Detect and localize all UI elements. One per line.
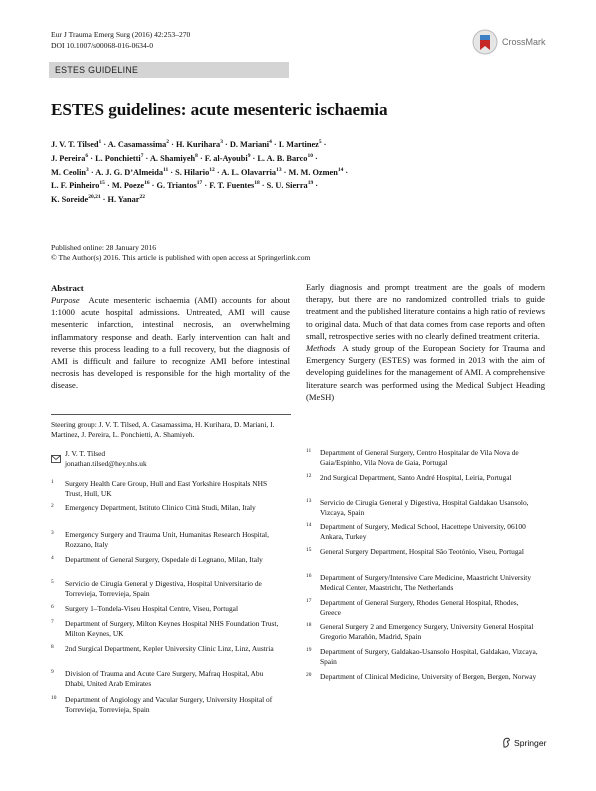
affiliation-number: 18 xyxy=(306,622,312,628)
author-name[interactable]: S. U. Sierra xyxy=(266,181,308,191)
author-list: J. V. T. Tilsed$^1$ · A. Casamassima$^2$ · H. Kurihara$^3$ · D. Mariani$^4$ · I. Martinez$^5$ · J. Pereira$^6$ · L. Ponchietti$^7$ · A. Shamiyeh$^8$ · F. al-Ayoubi$^9$ · L. A. B. Barco$^{10}$ · M. Ceolin$^3$ · A. J. G. D’Almeida$^{11}$ · S. Hilario$^{12}$ · A. L. Olavarria$^{13}$ · M. M. Ozmen$^{14}$ · L. F. Pinheiro$^{15}$ · M. Poeze$^{16}$ · G. Triantos$^{17}$ · F. T. Fuentes$^{18}$ · S. U. Sierra$^{19}$ · K. Soreide$^{20,21}$ · H. Yanar$^{22}$ xyxy=(51,139,349,205)
affiliation-text: Department of Clinical Medicine, University of Bergen, Bergen, Norway xyxy=(320,672,537,681)
author-affiliation-ref: 22 xyxy=(139,194,145,201)
author-affiliation-ref: 9 xyxy=(247,153,251,160)
author-name[interactable]: J. Pereira xyxy=(51,153,86,163)
author-name[interactable]: L. A. B. Barco xyxy=(257,153,308,163)
author-affiliation-ref: 17 xyxy=(196,180,203,187)
author-name[interactable]: J. V. T. Tilsed xyxy=(51,140,99,149)
envelope-icon xyxy=(51,450,61,460)
author-affiliation-ref: 10 xyxy=(307,153,313,160)
author-affiliation-ref: 1 xyxy=(98,139,102,146)
author-name[interactable]: M. Poeze xyxy=(111,181,145,191)
affiliation-text: Department of Angiology and Vacular Surgery, University Hospital of Torrevieja, Torrevieja, Spain xyxy=(65,695,273,715)
affiliation-text: Emergency Department, Istituto Clinico Città Studi, Milan, Italy xyxy=(65,503,256,512)
crossmark-label: CrossMark xyxy=(502,37,546,47)
affiliation-number: 13 xyxy=(306,498,312,504)
author-affiliation-ref: 3 xyxy=(86,166,89,173)
author-name[interactable]: K. Soreide xyxy=(51,195,89,205)
author-name[interactable]: D. Mariani xyxy=(229,140,270,149)
affiliation-text: Servicio de Cirugía General y Digestiva, Hospital Galdakao Usansolo, Vizcaya, Spain xyxy=(320,498,529,518)
affiliation-number: 3 xyxy=(51,530,54,536)
author-name[interactable]: A. Shamiyeh xyxy=(149,153,196,163)
author-name[interactable]: S. Hilario xyxy=(175,167,210,177)
affiliation-text: 2nd Surgical Department, Kepler University Clinic Linz, Linz, Austria xyxy=(65,644,274,653)
purpose-text: Acute mesenteric ischaemia (AMI) accounts for about 1:1000 acute hospital admissions. Untreated, AMI will cause mesenteric infarction, intestinal necrosis, an overwhelming inflammatory response and death. Early intervention can halt and reverse this process leading to a full recovery, but the diagnosis of AMI is difficult and failure to recognize AMI before intestinal necrosis has developed is responsible for the high mortality of the disease. xyxy=(51,295,290,391)
affiliation-text: Department of General Surgery, Ospedale di Legnano, Milan, Italy xyxy=(65,555,263,564)
author-affiliation-ref: 18 xyxy=(254,180,260,187)
footnote-divider xyxy=(51,414,291,415)
author-affiliation-ref: 3 xyxy=(220,139,223,146)
contact-email[interactable]: jonathan.tilsed@hey.nhs.uk xyxy=(65,459,147,468)
contact-name: J. V. T. Tilsed xyxy=(65,449,106,458)
author-name[interactable]: H. Kurihara xyxy=(175,140,221,149)
affiliation-text: Surgery Health Care Group, Hull and East Yorkshire Hospitals NHS Trust, Hull, UK xyxy=(65,479,268,499)
author-affiliation-ref: 5 xyxy=(318,139,322,146)
author-affiliation-ref: 7 xyxy=(140,153,144,160)
section-banner xyxy=(49,62,289,78)
crossmark-icon xyxy=(472,29,498,55)
affiliation-text: Department of Surgery/Intensive Care Medicine, Maastricht University Medical Center, Maastricht, The Netherlands xyxy=(320,573,532,593)
affiliation-text: Department of Surgery, Galdakao-Usansolo Hospital, Galdakao, Vizcaya, Spain xyxy=(320,647,538,667)
abstract-right-paragraph: Early diagnosis and prompt treatment are the goals of modern therapy, but there are no randomized controlled trials to guide treatment and the published literature contains a high ratio of reviews to original data. Much of that data comes from case reports and often small, retrospective series with no clearly defined treatment criteria. xyxy=(306,282,545,341)
author-affiliation-ref: 12 xyxy=(209,166,215,173)
affiliation-text: Department of Surgery, Milton Keynes Hospital NHS Foundation Trust, Milton Keynes, UK xyxy=(65,619,279,639)
affiliation-text: Department of Surgery, Medical School, Hacettepe University, 06100 Ankara, Turkey xyxy=(320,522,526,542)
author-name[interactable]: M. Ceolin xyxy=(51,167,87,177)
author-affiliation-ref: 4 xyxy=(269,139,272,146)
springer-horse-icon xyxy=(502,737,511,748)
doi: DOI 10.1007/s00068-016-0634-0 xyxy=(51,41,154,50)
section-label: ESTES GUIDELINE xyxy=(55,65,139,75)
affiliation-number: 10 xyxy=(51,695,57,701)
author-affiliation-ref: 11 xyxy=(163,166,169,173)
springer-logo xyxy=(502,737,546,748)
copyright-notice: © The Author(s) 2016. This article is published with open access at Springerlink.com xyxy=(51,253,311,262)
author-affiliation-ref: 6 xyxy=(85,153,89,160)
affiliation-text: Servicio de Cirugía General y Digestiva, Hospital Universitario de Torrevieja, Torrevieja, Spain xyxy=(65,579,262,599)
author-name[interactable]: L. F. Pinheiro xyxy=(51,181,100,191)
affiliation-number: 5 xyxy=(51,579,54,585)
abstract-purpose xyxy=(51,294,290,392)
affiliation-number: 4 xyxy=(51,555,54,561)
abstract-heading: Abstract xyxy=(51,283,84,293)
author-name[interactable]: F. al-Ayoubi xyxy=(204,153,248,163)
affiliation-text: 2nd Surgical Department, Santo André Hospital, Leiria, Portugal xyxy=(320,473,512,482)
author-affiliation-ref: 16 xyxy=(144,180,150,187)
affiliation-text: Department of General Surgery, Rhodes General Hospital, Rhodes, Greece xyxy=(320,598,519,618)
affiliation-number: 1 xyxy=(51,479,54,485)
affiliation-number: 19 xyxy=(306,647,312,653)
affiliation-number: 14 xyxy=(306,522,312,528)
author-name[interactable]: F. T. Fuentes xyxy=(209,181,255,191)
affiliation-number: 15 xyxy=(306,547,312,553)
author-affiliation-ref: 13 xyxy=(276,166,282,173)
abstract-continued xyxy=(306,281,545,403)
methods-text: A study group of the European Society for Trauma and Emergency Surgery (ESTES) was formed in 2013 with the aim of developing guidelines for the management of AMI. A comprehensive literature search was performed using the Medical Subject Heading (MeSH) xyxy=(306,343,545,402)
methods-label: Methods xyxy=(306,343,336,354)
author-affiliation-ref: 20,21 xyxy=(88,194,101,201)
crossmark-badge[interactable] xyxy=(472,27,572,57)
affiliation-number: 7 xyxy=(51,619,54,625)
affiliation-number: 8 xyxy=(51,644,54,650)
affiliation-number: 9 xyxy=(51,669,54,675)
affiliation-text: Division of Trauma and Acute Care Surgery, Mafraq Hospital, Abu Dhabi, United Arab Emirates xyxy=(65,669,264,689)
author-affiliation-ref: 19 xyxy=(307,180,314,187)
author-name[interactable]: A. Casamassima xyxy=(107,140,167,149)
author-name[interactable]: A. J. G. D’Almeida xyxy=(95,167,164,177)
affiliation-number: 12 xyxy=(306,473,312,479)
author-affiliation-ref: 15 xyxy=(99,180,105,187)
affiliation-number: 6 xyxy=(51,604,54,610)
affiliation-text: General Surgery Department, Hospital São Teotónio, Viseu, Portugal xyxy=(320,547,524,556)
affiliation-text: General Surgery 2 and Emergency Surgery, University General Hospital Gregorio Marañón, Madrid, Spain xyxy=(320,622,534,642)
affiliation-text: Emergency Surgery and Trauma Unit, Humanitas Research Hospital, Rozzano, Italy xyxy=(65,530,269,550)
affiliation-number: 17 xyxy=(306,598,312,604)
author-name[interactable]: I. Martinez xyxy=(278,140,319,149)
author-affiliation-ref: 14 xyxy=(337,166,344,173)
affiliation-number: 20 xyxy=(306,672,312,678)
article-title: ESTES guidelines: acute mesenteric ischaemia xyxy=(51,100,388,119)
affiliation-text: Department of General Surgery, Centro Hospitalar de Vila Nova de Gaia/Espinho, Vila Nova de Gaia, Portugal xyxy=(320,448,519,468)
author-name[interactable]: H. Yanar xyxy=(107,195,140,205)
author-affiliation-ref: 2 xyxy=(166,139,170,146)
author-affiliation-ref: 8 xyxy=(195,153,198,160)
affiliation-number: 2 xyxy=(51,503,54,509)
affiliation-text: Surgery 1–Tondela-Viseu Hospital Centre, Viseu, Portugal xyxy=(65,604,238,613)
affiliation-number: 11 xyxy=(306,448,312,454)
springer-label: Springer xyxy=(514,737,547,748)
purpose-label: Purpose xyxy=(51,295,80,305)
journal-citation: Eur J Trauma Emerg Surg (2016) 42:253–270 xyxy=(51,30,191,39)
author-name[interactable]: A. L. Olavarria xyxy=(221,167,277,177)
author-name[interactable]: L. Ponchietti xyxy=(95,153,141,163)
author-name[interactable]: M. M. Ozmen xyxy=(288,167,338,177)
author-name[interactable]: G. Triantos xyxy=(156,181,197,191)
steering-group-note: Steering group: J. V. T. Tilsed, A. Casamassima, H. Kurihara, D. Mariani, I. Martinez, J. Pereira, L. Ponchietti, A. Shamiyeh. xyxy=(51,420,275,440)
affiliation-number: 16 xyxy=(306,573,312,579)
published-date: Published online: 28 January 2016 xyxy=(51,243,157,252)
